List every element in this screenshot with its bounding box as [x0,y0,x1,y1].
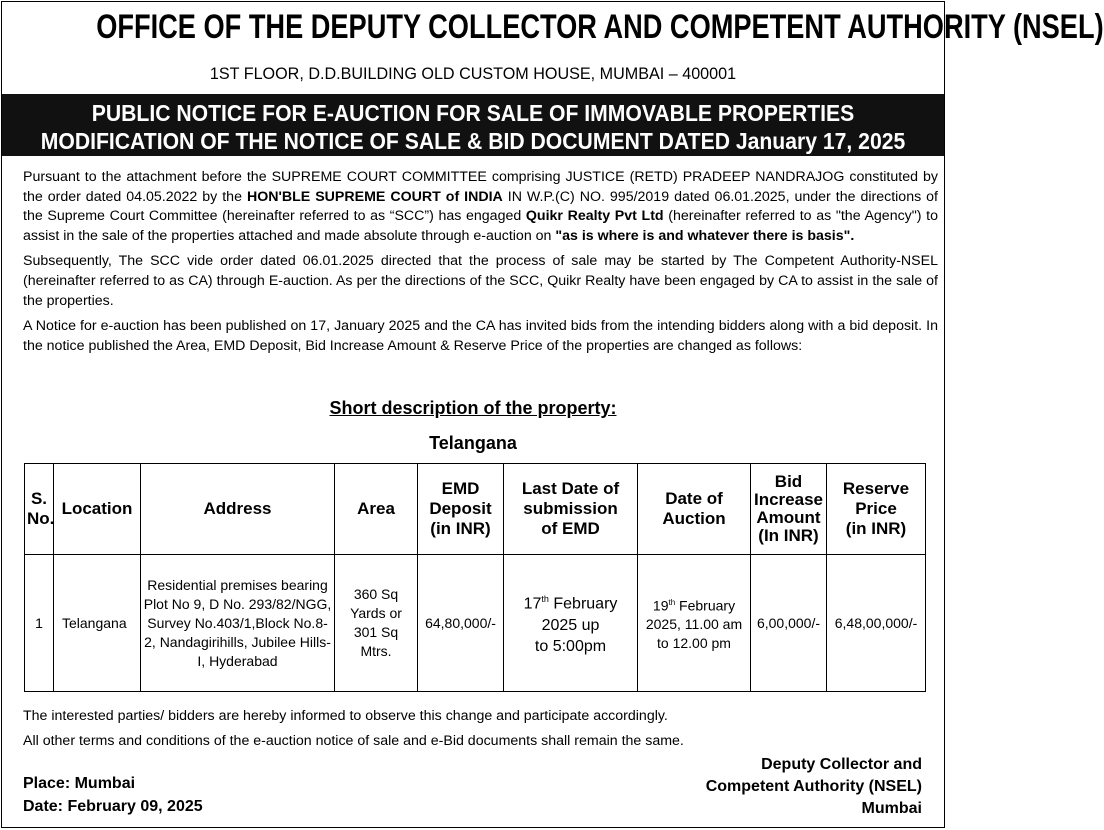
p1-text-c: (hereinafter referred to as "the Agency") to assist in the sale of the properties attached and made absolute through e-auction on [23,208,939,244]
paragraph-1 [23,168,938,246]
cell-last-date: 17th February 2025 up to 5:00pm [504,555,638,692]
p1-court: HON'BLE SUPREME COURT of INDIA [246,188,503,205]
col-bid-increase: Bid Increase Amount (In INR) [751,464,827,555]
office-title: OFFICE OF THE DEPUTY COLLECTOR AND COMPETENT AUTHORITY (NSEL) [96,8,1104,46]
cell-auction-date: 19th February 2025, 11.00 am to 12.00 pm [638,555,751,692]
cell-area: 360 Sq Yards or 301 Sq Mtrs. [335,555,418,692]
date: Date: February 09, 2025 [23,798,203,815]
p1-basis: "as is where is and whatever there is basis". [555,227,855,244]
banner-line-2: MODIFICATION OF THE NOTICE OF SALE & BID DOCUMENT DATED January 17, 2025 [40,128,906,154]
public-notice [1,1,1104,828]
table-row [25,555,926,692]
paragraph-2: Subsequently, The SCC vide order dated 06.01.2025 directed that the process of sale may be started by The Competent Authority-NSEL (hereinafter referred to as CA) through E-auction. As per the directions of the SCC, Quikr Realty have been engaged by CA to assist in the sale of the properties. [23,253,938,309]
col-auction-date: Date of Auction [638,464,751,555]
p1-text-a: Pursuant to the attachment before the SUPREME COURT COMMITTEE comprising JUSTICE (RETD) PRADEEP NANDRAJOG constituted by the order dated 04.05.2022 by the [23,169,938,205]
banner-line-1: PUBLIC NOTICE FOR E-AUCTION FOR SALE OF IMMOVABLE PROPERTIES [91,100,855,126]
signatory-line-2: Competent Authority (NSEL) [705,778,922,795]
col-last-date: Last Date of submission of EMD [504,464,638,555]
col-location: Location [54,464,141,555]
p1-agency: Quikr Realty Pvt Ltd [525,208,664,225]
cell-bid-increase: 6,00,000/- [751,555,827,692]
cell-sno: 1 [25,555,54,692]
cell-emd: 64,80,000/- [418,555,504,692]
cell-address: Residential premises bearing Plot No 9, D No. 293/82/NGG, Survey No.403/1,Block No.8-2, Nandagirihills, Jubilee Hills-I, Hyderabad [141,555,335,692]
place: Place: Mumbai [23,775,136,792]
cell-reserve-price: 6,48,00,000/- [827,555,926,692]
notice-banner [2,94,944,156]
paragraph-3: A Notice for e-auction has been published on 17, January 2025 and the CA has invited bids from the intending bidders along with a bid deposit. In the notice published the Area, EMD Deposit, Bid Increase Amount & Reserve Price of the properties are changed as follows: [23,318,938,354]
p1-text-b: IN W.P.(C) NO. 995/2019 dated 06.01.2025, under the directions of the Supreme Court Committee (hereinafter referred to as “SCC”) has engaged [23,188,938,225]
col-reserve-price: Reserve Price (in INR) [827,464,926,555]
col-emd: EMD Deposit (in INR) [418,464,504,555]
cell-location: Telangana [54,555,141,692]
state-heading: Telangana [429,433,517,453]
property-table [24,463,926,692]
col-sno: S. No. [25,464,54,555]
section-heading: Short description of the property: [329,398,617,418]
signatory [706,754,922,820]
table-header-row [25,464,926,555]
col-area: Area [335,464,418,555]
col-address: Address [141,464,335,555]
signatory-line-3: Mumbai [861,800,922,817]
office-address: 1ST FLOOR, D.D.BUILDING OLD CUSTOM HOUSE, MUMBAI – 400001 [209,64,737,83]
footer-note-1: The interested parties/ bidders are hereby informed to observe this change and participate accordingly. [23,708,668,724]
signatory-line-1: Deputy Collector and [761,756,922,773]
notice-body [23,168,938,362]
footer-note-2: All other terms and conditions of the e-auction notice of sale and e-Bid documents shall remain the same. [23,733,684,749]
